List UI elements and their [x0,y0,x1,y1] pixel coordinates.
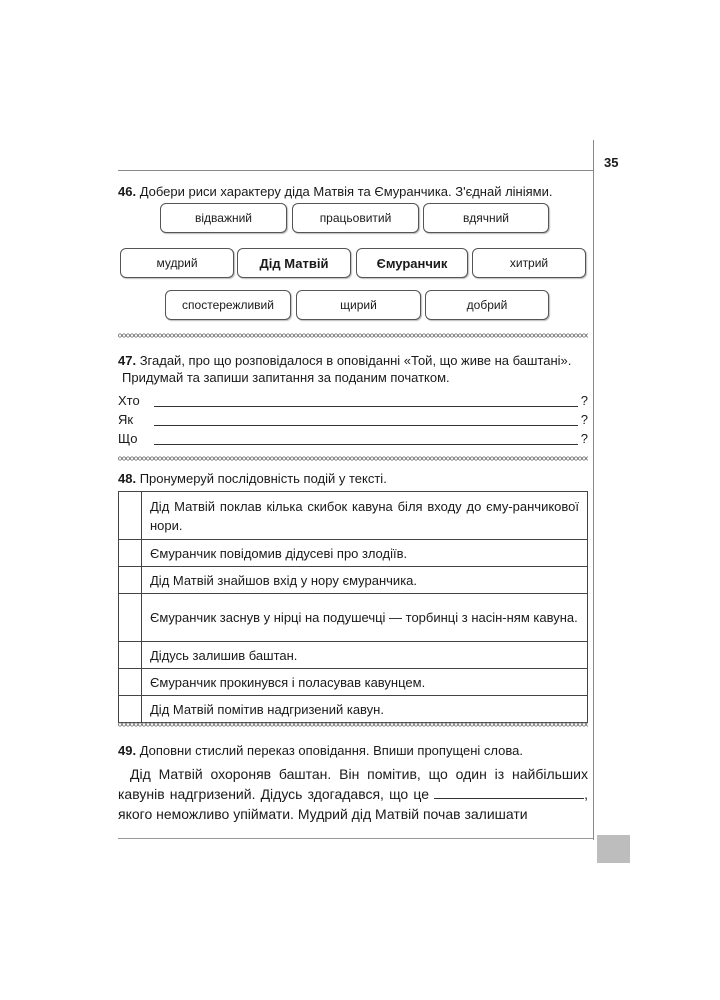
summary-text [118,764,588,824]
task-48-instruction: Пронумеруй послідовність подій у тексті. [139,471,387,486]
event-text: Дід Матвій поклав кілька скибок кавуна біля входу до єму-ранчикової нори. [142,492,588,540]
number-cell[interactable] [119,567,142,594]
table-row [119,594,588,642]
task-47-instruction-line2: Придумай та запиши запитання за поданим початком. [122,370,450,385]
trait-box-khytryi[interactable]: хитрий [472,248,586,278]
question-prefix: Що [118,431,138,446]
question-prefix: Хто [118,393,140,408]
number-cell[interactable] [119,696,142,723]
number-cell[interactable] [119,540,142,567]
summary-text-part2: , якого неможливо упіймати. Мудрий дід Матвій почав залишати [118,786,588,822]
top-rule [118,170,593,171]
number-cell[interactable] [119,492,142,540]
task-48-number: 48. [118,471,137,486]
number-cell[interactable] [119,669,142,696]
question-prefix: Як [118,412,134,427]
task-47-title [118,352,588,386]
answer-blank[interactable] [154,406,578,407]
trait-box-vidvazhnyi[interactable]: відважний [160,203,287,233]
task-46-instruction: Добери риси характеру діда Матвія та Ємуранчика. З'єднай лініями. [139,184,553,199]
page-number: 35 [604,155,619,170]
answer-blank[interactable] [154,425,578,426]
trait-box-dobryi[interactable]: добрий [425,290,549,320]
table-row [119,540,588,567]
divider [118,456,588,461]
question-line-how[interactable] [118,412,588,430]
question-mark: ? [580,431,588,446]
task-47-number: 47. [118,353,137,368]
question-mark: ? [580,393,588,408]
event-text: Ємуранчик прокинувся і поласував кавунцем. [142,669,588,696]
events-table [118,491,588,723]
fill-blank[interactable] [434,784,584,799]
task-49-number: 49. [118,743,137,758]
trait-box-pratsovytyi[interactable]: працьовитий [292,203,419,233]
right-rule [593,140,594,840]
table-row [119,567,588,594]
divider [118,722,588,727]
task-46-number: 46. [118,184,137,199]
event-text: Ємуранчик повідомив дідусеві про злодіїв. [142,540,588,567]
task-49-title [118,742,523,759]
trait-box-sposterezhlyvyi[interactable]: спостережливий [165,290,291,320]
summary-text-part1: Дід Матвій охороняв баштан. Він помітив, що один із найбільших кавунів надгризений. Дідусь здогадався, що це [118,766,588,802]
event-text: Ємуранчик заснув у нірці на подушечці — торбинці з насін-ням кавуна. [142,594,588,642]
divider [118,333,588,338]
task-48-title [118,470,387,487]
event-text: Дід Матвій знайшов вхід у нору ємуранчика. [142,567,588,594]
question-line-who[interactable] [118,393,588,411]
page-edge-tab [597,835,630,863]
table-row [119,492,588,540]
number-cell[interactable] [119,642,142,669]
table-row [119,642,588,669]
task-46-title [118,183,552,200]
task-47-instruction-line1: Згадай, про що розповідалося в оповіданні «Той, що живе на баштані». [139,353,572,368]
answer-blank[interactable] [154,444,578,445]
trait-box-shchyryi[interactable]: щирий [296,290,421,320]
task-49-instruction: Доповни стислий переказ оповідання. Впиши пропущені слова. [139,743,523,758]
character-box-did-matvii[interactable]: Дід Матвій [237,248,351,278]
question-line-what[interactable] [118,431,588,449]
trait-box-mudryi[interactable]: мудрий [120,248,234,278]
number-cell[interactable] [119,594,142,642]
bottom-rule [118,838,593,839]
trait-box-vdiachnyi[interactable]: вдячний [423,203,549,233]
character-box-yemuranchyk[interactable]: Ємуранчик [356,248,468,278]
question-mark: ? [580,412,588,427]
event-text: Дід Матвій помітив надгризений кавун. [142,696,588,723]
table-row [119,696,588,723]
table-row [119,669,588,696]
event-text: Дідусь залишив баштан. [142,642,588,669]
